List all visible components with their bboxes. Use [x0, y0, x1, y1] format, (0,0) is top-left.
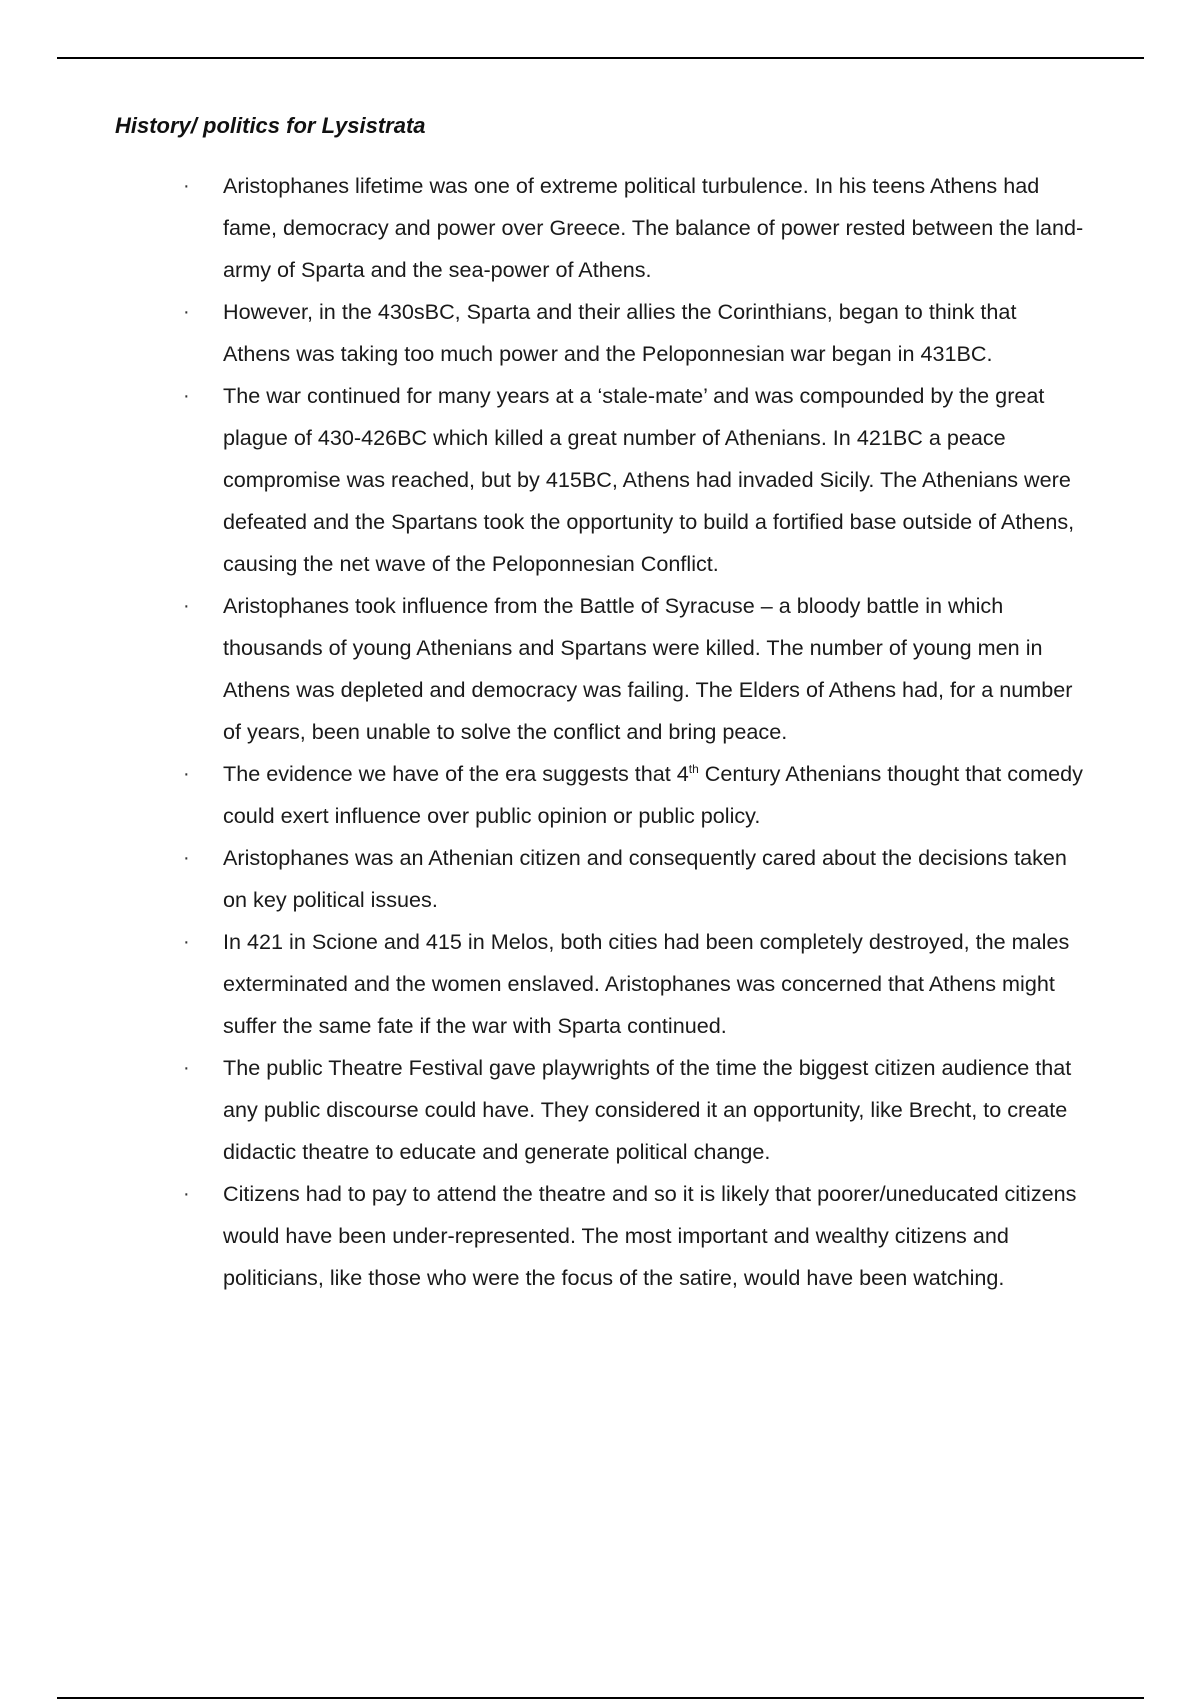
bullet-icon: ·	[183, 301, 190, 323]
bullet-icon: ·	[183, 1057, 190, 1079]
list-item	[0, 1047, 1200, 1173]
list-item	[0, 753, 1200, 837]
bullet-icon: ·	[183, 763, 190, 785]
list-item-text-after: Century Athenians thought that comedy could exert influence over public opinion or public policy.	[223, 761, 1083, 828]
bullet-icon: ·	[183, 595, 190, 617]
list-item	[0, 837, 1200, 921]
bullet-icon: ·	[183, 931, 190, 953]
bullet-icon: ·	[183, 847, 190, 869]
document-heading: History/ politics for Lysistrata	[115, 113, 426, 138]
ordinal-superscript: th	[688, 762, 699, 776]
list-item	[0, 1173, 1200, 1299]
list-item-text: The public Theatre Festival gave playwrights of the time the biggest citizen audience that any public discourse could have. They considered it an opportunity, like Brecht, to create didactic theatre to educate and generate political change.	[223, 1055, 1072, 1164]
footer-rule	[57, 1697, 1144, 1699]
list-item-text: Aristophanes took influence from the Battle of Syracuse – a bloody battle in which thousands of young Athenians and Spartans were killed. The number of young men in Athens was depleted and democracy was failing. The Elders of Athens had, for a number of years, been unable to solve the conflict and bring peace.	[223, 593, 1073, 744]
list-item-text-before: The evidence we have of the era suggests that 4	[223, 761, 689, 786]
header-rule	[57, 57, 1144, 59]
list-item	[0, 585, 1200, 753]
list-item-text	[223, 753, 1085, 837]
bullet-icon: ·	[183, 1183, 190, 1205]
list-item-text: Aristophanes lifetime was one of extreme political turbulence. In his teens Athens had fame, democracy and power over Greece. The balance of power rested between the land-army of Sparta and the sea-power of Athens.	[223, 173, 1084, 282]
bullet-list	[0, 165, 1200, 1299]
list-item-text: However, in the 430sBC, Sparta and their allies the Corinthians, began to think that Athens was taking too much power and the Peloponnesian war began in 431BC.	[223, 299, 1017, 366]
list-item-text: Citizens had to pay to attend the theatre and so it is likely that poorer/uneducated citizens would have been under-represented. The most important and wealthy citizens and politicians, like those who were the focus of the satire, would have been watching.	[223, 1181, 1077, 1290]
list-item-text: In 421 in Scione and 415 in Melos, both cities had been completely destroyed, the males exterminated and the women enslaved. Aristophanes was concerned that Athens might suffer the same fate if the war with Sparta continued.	[223, 929, 1070, 1038]
list-item	[0, 375, 1200, 585]
list-item	[0, 291, 1200, 375]
list-item	[0, 165, 1200, 291]
bullet-icon: ·	[183, 175, 190, 197]
list-item	[0, 921, 1200, 1047]
list-item-text: The war continued for many years at a ‘stale-mate’ and was compounded by the great plague of 430-426BC which killed a great number of Athenians. In 421BC a peace compromise was reached, but by 415BC, Athens had invaded Sicily. The Athenians were defeated and the Spartans took the opportunity to build a fortified base outside of Athens, causing the net wave of the Peloponnesian Conflict.	[223, 383, 1075, 576]
bullet-icon: ·	[183, 385, 190, 407]
list-item-text: Aristophanes was an Athenian citizen and consequently cared about the decisions taken on key political issues.	[223, 845, 1067, 912]
